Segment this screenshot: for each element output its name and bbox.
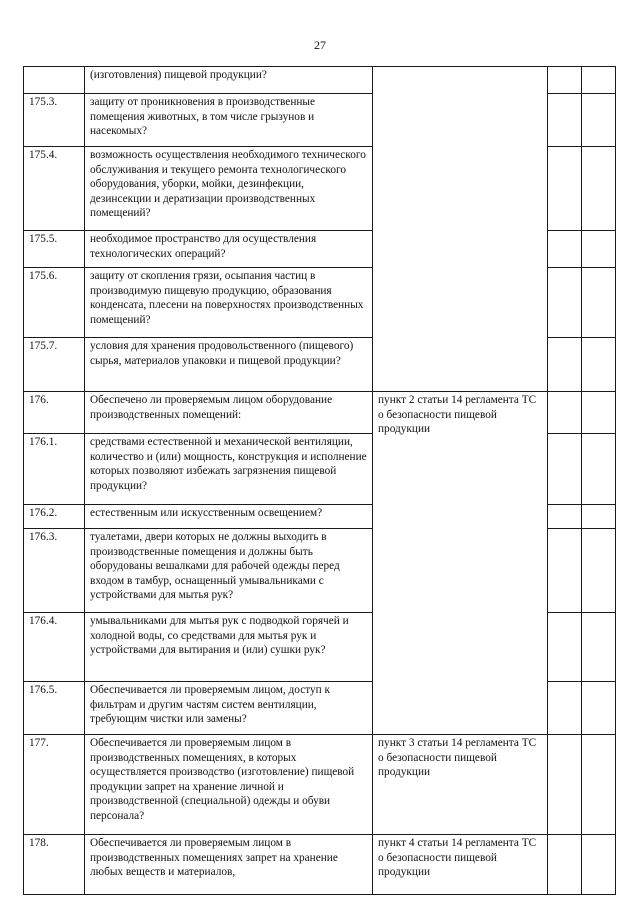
reference-text: пункт 3 статьи 14 регламента ТС о безопасности пищевой продукции	[378, 737, 537, 778]
row-number: 175.3.	[24, 94, 85, 147]
row-question: Обеспечено ли проверяемым лицом оборудование производственных помещений:	[85, 392, 373, 434]
answer-cell	[582, 268, 616, 338]
row-number	[24, 67, 85, 94]
reference-cell	[373, 392, 548, 735]
answer-cell	[582, 231, 616, 268]
row-number: 177.	[24, 735, 85, 835]
row-question: Обеспечивается ли проверяемым лицом в производственных помещениях, в которых осуществляется производство (изготовление) пищевой продукции запрет на хранение личной и производственной (специальной) одежды и обуви персонала?	[85, 735, 373, 835]
answer-cell	[548, 735, 582, 835]
answer-cell	[548, 338, 582, 392]
answer-cell	[582, 147, 616, 231]
answer-cell	[548, 268, 582, 338]
answer-cell	[582, 613, 616, 682]
table-row	[24, 835, 616, 895]
row-question: защиту от скопления грязи, осыпания частиц в производимую пищевую продукцию, образования конденсата, плесени на поверхностях производственных помещений?	[85, 268, 373, 338]
answer-cell	[548, 67, 582, 94]
page-number: 27	[314, 38, 326, 52]
row-question: необходимое пространство для осуществления технологических операций?	[85, 231, 373, 268]
answer-cell	[582, 735, 616, 835]
answer-cell	[582, 505, 616, 529]
answer-cell	[548, 505, 582, 529]
row-number: 176.2.	[24, 505, 85, 529]
row-question: туалетами, двери которых не должны выходить в производственные помещения и должны быть оборудованы вешалками для рабочей одежды перед входом в тамбур, оснащенный умывальниками с устройствами для мытья рук?	[85, 529, 373, 613]
answer-cell	[548, 529, 582, 613]
answer-cell	[548, 434, 582, 505]
row-question: Обеспечивается ли проверяемым лицом, доступ к фильтрам и другим частям систем вентиляции, требующим чистки или замены?	[85, 682, 373, 735]
answer-cell	[582, 338, 616, 392]
reference-cell	[373, 735, 548, 835]
row-number: 175.4.	[24, 147, 85, 231]
answer-cell	[582, 529, 616, 613]
answer-cell	[548, 613, 582, 682]
answer-cell	[548, 94, 582, 147]
answer-cell	[548, 392, 582, 434]
table-row	[24, 67, 616, 94]
answer-cell	[582, 94, 616, 147]
answer-cell	[582, 835, 616, 895]
row-number: 175.7.	[24, 338, 85, 392]
row-number: 175.5.	[24, 231, 85, 268]
answer-cell	[582, 392, 616, 434]
row-number: 176.	[24, 392, 85, 434]
row-question: возможность осуществления необходимого технического обслуживания и текущего ремонта технологического оборудования, уборки, мойки, дезинфекции, дезинсекции и дератизации производственных помещений?	[85, 147, 373, 231]
row-question: естественным или искусственным освещением?	[85, 505, 373, 529]
reference-text: пункт 4 статьи 14 регламента ТС о безопасности пищевой продукции	[378, 837, 537, 878]
answer-cell	[548, 682, 582, 735]
table-row	[24, 392, 616, 434]
checklist-table	[23, 66, 616, 895]
answer-cell	[548, 835, 582, 895]
answer-cell	[548, 147, 582, 231]
row-number: 176.3.	[24, 529, 85, 613]
row-number: 176.5.	[24, 682, 85, 735]
answer-cell	[582, 67, 616, 94]
answer-cell	[582, 434, 616, 505]
row-question: средствами естественной и механической вентиляции, количество и (или) мощность, конструкция и исполнение которых позволяют избежать загрязнения пищевой продукции?	[85, 434, 373, 505]
row-number: 176.4.	[24, 613, 85, 682]
reference-text: пункт 2 статьи 14 регламента ТС о безопасности пищевой продукции	[378, 394, 537, 435]
reference-cell-empty	[373, 67, 548, 392]
answer-cell	[582, 682, 616, 735]
row-number: 178.	[24, 835, 85, 895]
row-number: 176.1.	[24, 434, 85, 505]
reference-cell	[373, 835, 548, 895]
row-question: Обеспечивается ли проверяемым лицом в производственных помещениях запрет на хранение любых веществ и материалов,	[85, 835, 373, 895]
row-question: условия для хранения продовольственного (пищевого) сырья, материалов упаковки и пищевой продукции?	[85, 338, 373, 392]
row-question: (изготовления) пищевой продукции?	[85, 67, 373, 94]
table-row	[24, 735, 616, 835]
row-question: защиту от проникновения в производственные помещения животных, в том числе грызунов и насекомых?	[85, 94, 373, 147]
row-number: 175.6.	[24, 268, 85, 338]
row-question: умывальниками для мытья рук с подводкой горячей и холодной воды, со средствами для мытья рук и устройствами для вытирания и (или) сушки рук?	[85, 613, 373, 682]
answer-cell	[548, 231, 582, 268]
